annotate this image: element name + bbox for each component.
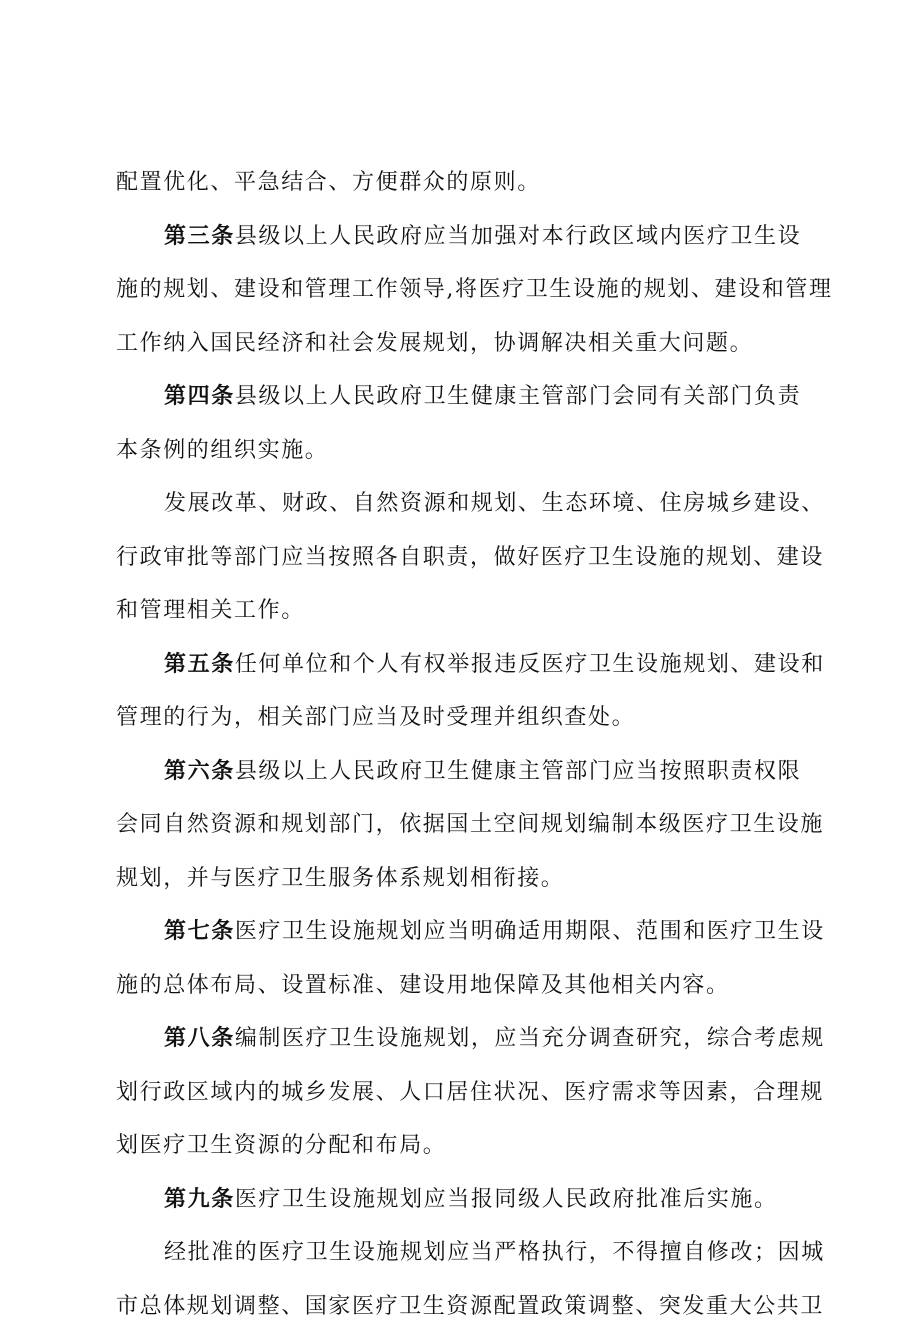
line-text: 经批准的医疗卫生设施规划应当严格执行，不得擅自修改；因城 [164,1240,825,1265]
line-text: 市总体规划调整、国家医疗卫生资源配置政策调整、突发重大公共卫 [116,1293,825,1319]
article-number: 第九条 [164,1186,235,1212]
line-text: 行政审批等部门应当按照各自职责，做好医疗卫生设施的规划、建设 [116,544,825,570]
text-line [116,857,816,901]
line-text: 县级以上人民政府卫生健康主管部门会同有关部门负责 [234,384,802,409]
document-body [116,161,833,1338]
text-line [116,1285,825,1329]
line-text: 配置优化、平急结合、方便群众的原则。 [116,170,541,195]
text-line [116,161,816,205]
text-line [116,1017,825,1061]
line-text: 发展改革、财政、自然资源和规划、生态环境、住房城乡建设、 [164,491,825,516]
line-text: 医疗卫生设施规划应当报同级人民政府批准后实施。 [234,1186,778,1212]
text-line [116,375,816,419]
line-text: 工作纳入国民经济和社会发展规划，协调解决相关重大问题。 [116,330,754,356]
article-number: 第四条 [164,384,235,409]
article-number: 第六条 [164,758,235,784]
text-line [116,429,816,473]
article-number: 第八条 [164,1026,235,1051]
line-text: 管理的行为，相关部门应当及时受理并组织查处。 [116,705,636,730]
line-text: 医疗卫生设施规划应当明确适用期限、范围和医疗卫生设 [234,919,825,944]
line-text: 划医疗卫生资源的分配和布局。 [116,1133,447,1158]
line-text: 会同自然资源和规划部门，依据国土空间规划编制本级医疗卫生设施 [116,812,825,837]
line-text: 县级以上人民政府应当加强对本行政区域内医疗卫生设 [234,223,802,249]
text-line [116,696,816,740]
article-number: 第七条 [164,919,235,944]
text-line [116,215,816,259]
text-line [116,910,825,954]
text-line [116,1124,816,1168]
text-line [116,536,825,580]
text-line [116,643,825,687]
text-line [116,589,816,633]
line-text: 编制医疗卫生设施规划，应当充分调查研究，综合考虑规 [234,1026,825,1051]
line-text: 规划，并与医疗卫生服务体系规划相衔接。 [116,865,565,891]
text-line [116,268,833,312]
text-line [116,964,816,1008]
text-line [116,322,816,366]
text-line [116,1231,825,1275]
line-text: 划行政区域内的城乡发展、人口居住状况、医疗需求等因素，合理规 [116,1079,825,1105]
text-line [116,482,825,526]
line-text: 和管理相关工作。 [116,598,305,623]
line-text: 施的总体布局、设置标准、建设用地保障及其他相关内容。 [116,972,730,998]
article-number: 第五条 [164,651,235,677]
text-line [116,1178,816,1222]
article-number: 第三条 [164,223,235,249]
line-text: 施的规划、建设和管理工作领导,将医疗卫生设施的规划、建设和管理 [116,277,833,302]
text-line [116,1071,825,1115]
text-line [116,750,816,794]
line-text: 本条例的组织实施。 [116,437,329,463]
line-text: 任何单位和个人有权举报违反医疗卫生设施规划、建设和 [234,651,825,677]
line-text: 县级以上人民政府卫生健康主管部门应当按照职责权限 [234,758,802,784]
text-line [116,803,825,847]
